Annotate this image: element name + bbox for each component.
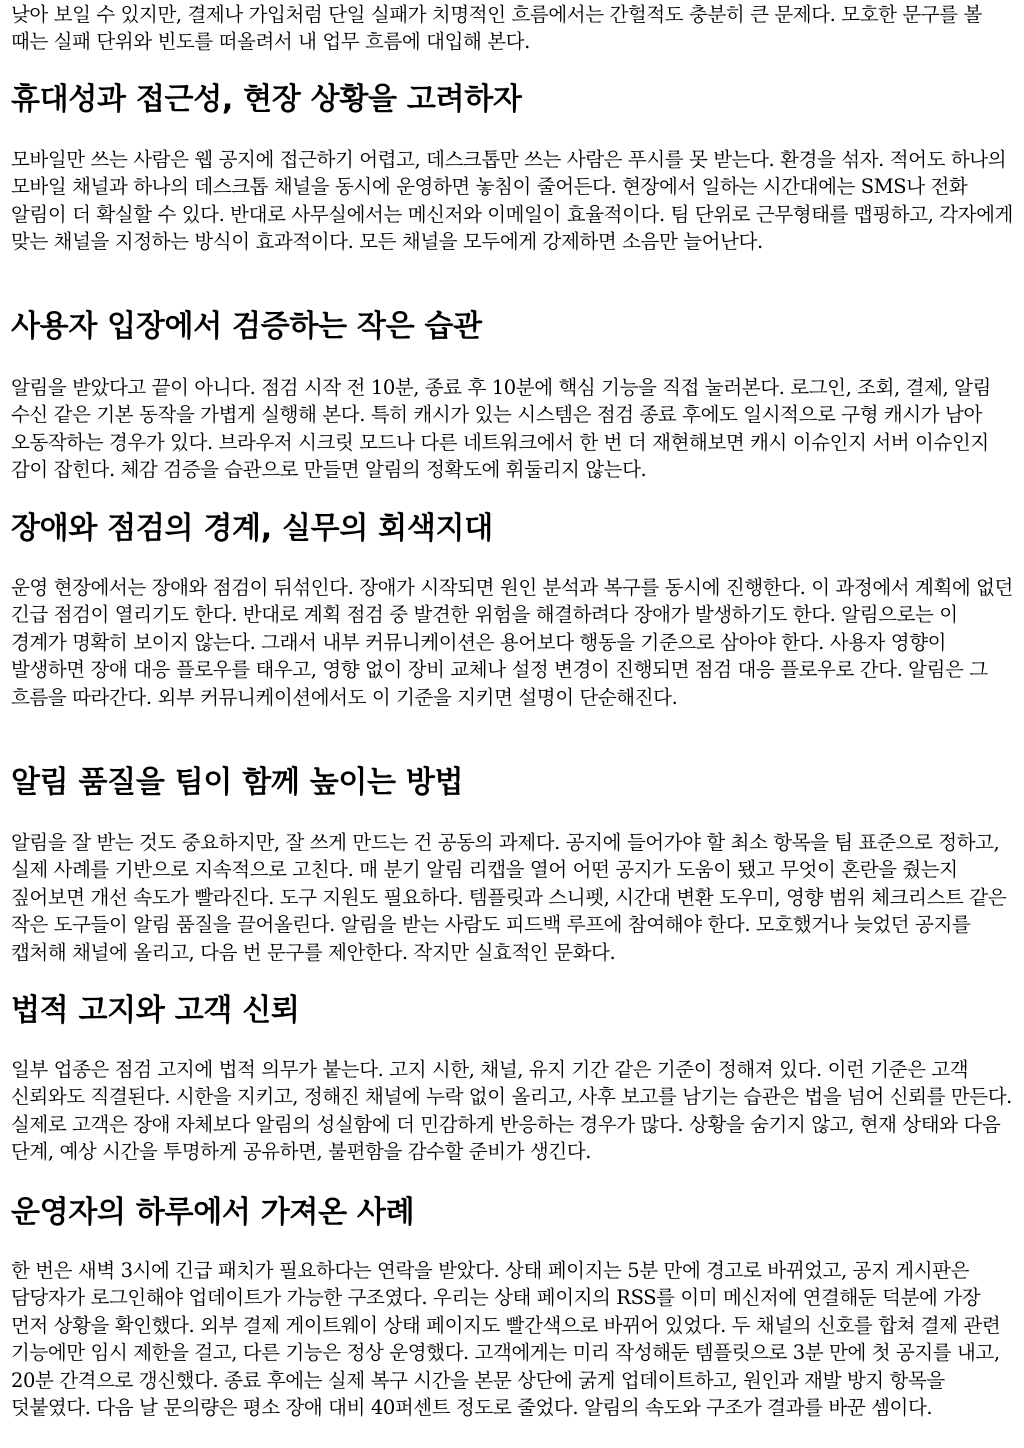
section-heading-operator-case: 운영자의 하루에서 가져온 사례 [11, 1195, 415, 1230]
section-heading-alert-quality: 알림 품질을 팀이 함께 높이는 방법 [11, 765, 464, 800]
section-heading-outage-vs-maintenance: 장애와 점검의 경계, 실무의 회색지대 [11, 511, 493, 546]
section-body-operator-case: 한 번은 새벽 3시에 긴급 패치가 필요하다는 연락을 받았다. 상태 페이지는 5분 만에 경고로 바뀌었고, 공지 게시판은 담당자가 로그인해야 업데이트가 가능한 구조였다. 우리는 상태 페이지의 RSS를 이미 메신저에 연결해둔 덕분에 가장 먼저 상황을 확인했다. 외부 결제 게이트웨이 상태 페이지도 빨간색으로 바뀌어 있었다. 두 채널의 신호를 합쳐 결제 관련 기능에만 임시 제한을 걸고, 다른 기능은 정상 운영했다. 고객에게는 미리 작성해둔 템플릿으로 3분 만에 첫 공지를 내고, 20분 간격으로 갱신했다. 종료 후에는 실제 복구 시간을 본문 상단에 굵게 업데이트하고, 원인과 재발 방지 항목을 덧붙였다. 다음 날 문의량은 평소 장애 대비 40퍼센트 정도로 줄었다. 알림의 속도와 구조가 결과를 바꾼 셈이다. [11, 1259, 1001, 1420]
section-body-portability: 모바일만 쓰는 사람은 웹 공지에 접근하기 어렵고, 데스크톱만 쓰는 사람은 푸시를 못 받는다. 환경을 섞자. 적어도 하나의 모바일 채널과 하나의 데스크톱 채널을 동시에 운영하면 놓침이 줄어든다. 현장에서 일하는 시간대에는 SMS나 전화 알림이 더 확실할 수 있다. 반대로 사무실에서는 메신저와 이메일이 효율적이다. 팀 단위로 근무형태를 맵핑하고, 각자에게 맞는 채널을 지정하는 방식이 효과적이다. 모든 채널을 모두에게 강제하면 소음만 늘어난다. [11, 148, 1013, 254]
section-heading-user-verification: 사용자 입장에서 검증하는 작은 습관 [11, 309, 482, 344]
section-body-user-verification: 알림을 받았다고 끝이 아니다. 점검 시작 전 10분, 종료 후 10분에 핵심 기능을 직접 눌러본다. 로그인, 조회, 결제, 알림 수신 같은 기본 동작을 가볍게 실행해 본다. 특히 캐시가 있는 시스템은 점검 종료 후에도 일시적으로 구형 캐시가 남아 오동작하는 경우가 있다. 브라우저 시크릿 모드나 다른 네트워크에서 한 번 더 재현해보면 캐시 이슈인지 서버 이슈인지 감이 잡힌다. 체감 검증을 습관으로 만들면 알림의 정확도에 휘둘리지 않는다. [11, 376, 991, 482]
section-body-outage-vs-maintenance: 운영 현장에서는 장애와 점검이 뒤섞인다. 장애가 시작되면 원인 분석과 복구를 동시에 진행한다. 이 과정에서 계획에 없던 긴급 점검이 열리기도 한다. 반대로 계획 점검 중 발견한 위험을 해결하려다 장애가 발생하기도 한다. 알림으로는 이 경계가 명확히 보이지 않는다. 그래서 내부 커뮤니케이션은 용어보다 행동을 기준으로 삼아야 한다. 사용자 영향이 발생하면 장애 대응 플로우를 태우고, 영향 없이 장비 교체나 설정 변경이 진행되면 점검 대응 플로우로 간다. 알림은 그 흐름을 따라간다. 외부 커뮤니케이션에서도 이 기준을 지키면 설명이 단순해진다. [11, 576, 1013, 709]
section-heading-legal-notice: 법적 고지와 고객 신뢰 [11, 993, 300, 1028]
section-body-alert-quality: 알림을 잘 받는 것도 중요하지만, 잘 쓰게 만드는 건 공동의 과제다. 공지에 들어가야 할 최소 항목을 팀 표준으로 정하고, 실제 사례를 기반으로 지속적으로 고친다. 매 분기 알림 리캡을 열어 어떤 공지가 도움이 됐고 무엇이 혼란을 줬는지 짚어보면 개선 속도가 빨라진다. 도구 지원도 필요하다. 템플릿과 스니펫, 시간대 변환 도우미, 영향 범위 체크리스트 같은 작은 도구들이 알림 품질을 끌어올린다. 알림을 받는 사람도 피드백 루프에 참여해야 한다. 모호했거나 늦었던 공지를 캡처해 채널에 올리고, 다음 번 문구를 제안한다. 작지만 실효적인 문화다. [11, 831, 1007, 964]
section-heading-portability: 휴대성과 접근성, 현장 상황을 고려하자 [11, 82, 522, 117]
section-body-legal-notice: 일부 업종은 점검 고지에 법적 의무가 붙는다. 고지 시한, 채널, 유지 기간 같은 기준이 정해져 있다. 이런 기준은 고객 신뢰와도 직결된다. 시한을 지키고, 정해진 채널에 누락 없이 올리고, 사후 보고를 남기는 습관은 법을 넘어 신뢰를 만든다. 실제로 고객은 장애 자체보다 알림의 성실함에 더 민감하게 반응하는 경우가 많다. 상황을 숨기지 않고, 현재 상태와 다음 단계, 예상 시간을 투명하게 공유하면, 불편함을 감수할 준비가 생긴다. [11, 1058, 1012, 1164]
intro-paragraph: 낮아 보일 수 있지만, 결제나 가입처럼 단일 실패가 치명적인 흐름에서는 간헐적도 충분히 큰 문제다. 모호한 문구를 볼 때는 실패 단위와 빈도를 떠올려서 내 업무 흐름에 대입해 본다. [11, 3, 982, 54]
